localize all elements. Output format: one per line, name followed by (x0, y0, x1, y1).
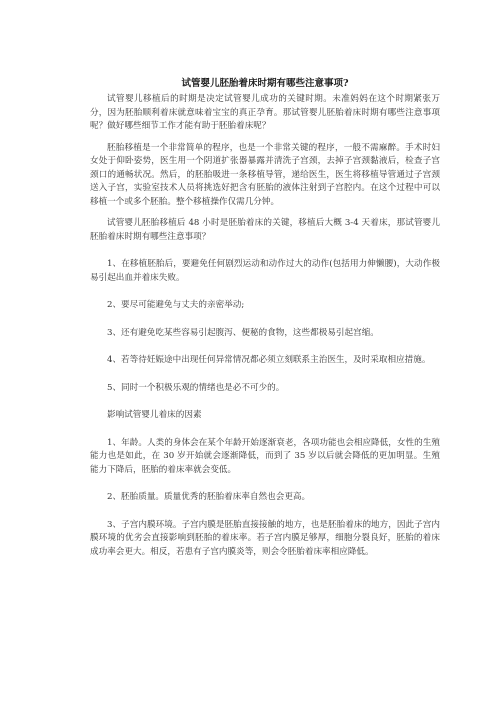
factor-item: 3、子宫内膜环境。子宫内膜是胚胎直接接触的地方，也是胚胎着床的地方，因此子宫内膜环境的优劣会直接影响到胚胎的着床率。若子宫内膜足够厚，细胞分裂良好，胚胎的着床成功率会更大。相反，若患有子宫内膜炎等，则会令胚胎着床率相应降低。 (90, 519, 440, 557)
factor-item: 1、年龄。人类的身体会在某个年龄开始逐渐衰老，各项功能也会相应降低，女性的生殖能力也是如此，在 30 岁开始就会逐渐降低，而到了 35 岁以后就会降低的更加明显。生殖能力下降后，胚胎的着床率就会变低。 (90, 437, 440, 475)
intro-paragraph: 试管婴儿移植后的时期是决定试管婴儿成功的关键时期。未准妈妈在这个时期紧张万分，因为胚胎顺利着床就意味着宝宝的真正孕育。那试管婴儿胚胎着床时期有哪些注意事项呢？做好哪些细节工作才能有助于胚胎着床呢？ (90, 94, 440, 131)
note-item: 2、要尽可能避免与丈夫的亲密举动; (107, 300, 245, 310)
note-item: 3、还有避免吃某些容易引起腹泻、便秘的食物，这些都极易引起宫缩。 (107, 327, 379, 338)
note-item: 4、若等待妊娠途中出现任何异常情况都必须立刻联系主治医生，及时采取相应措施。 (107, 355, 431, 365)
key-period-paragraph: 试管婴儿胚胎移植后 48 小时是胚胎着床的关键，移植后大概 3-4 天着床，那试管婴儿胚胎着床时期有哪些注意事项？ (90, 218, 440, 242)
note-item: 5、同时一个积极乐观的情绪也是必不可少的。 (107, 382, 285, 393)
factors-heading: 影响试管婴儿着床的因素 (107, 410, 202, 420)
note-item: 1、在移植胚胎后，要避免任何剧烈运动和动作过大的动作(包括用力伸懒腰)，大动作极易引起出血并着床失败。 (90, 259, 440, 283)
procedure-paragraph: 胚胎移植是一个非常简单的程序，也是一个非常关键的程序，一般不需麻醉。手术时妇女处于仰卧姿势，医生用一个阴道扩张器暴露并清洗子宫颈，去掉子宫颈黏液后，检查子宫颈口的通畅状况。然后，的胚胎吸进一条移植导管，递给医生，医生将移植导管通过子宫颈送入子宫，实验室技术人员将挑选好把含有胚胎的液体注射到子宫腔内。在这个过程中可以移植一个或多个胚胎。整个移植操作仅需几分钟。 (90, 142, 440, 207)
factor-item: 2、胚胎质量。质量优秀的胚胎着床率自然也会更高。 (107, 492, 311, 502)
document-title: 试管婴儿胚胎着床时期有哪些注意事项? (181, 78, 349, 89)
